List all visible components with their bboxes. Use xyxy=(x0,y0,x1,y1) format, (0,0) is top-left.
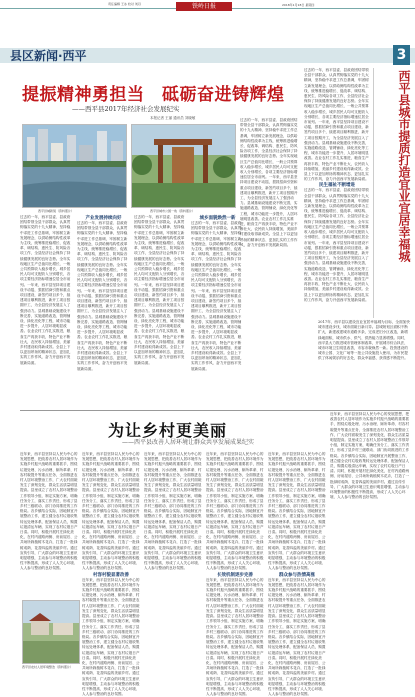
page-number-tab: 3 xyxy=(393,45,410,65)
story2-subhead-2: 长效机制逐步完善 xyxy=(217,572,253,578)
story2-col-4-text-b: 近年来，西平县坚持以人民为中心的发展思想，把改善农村人居环境作为实施乡村振兴战略的重要抓手，围绕垃圾处理、污水治理、厕所革命、村容村貌提升等重点任务，全面推进农村人居环境整治工作，广大农村面貌发生了深刻变化，群众生活质量明显提高。县里成立了农村人居环境整治工作领导小组，制定实施方案，明确任务分工，落实工作责任，形成了县乡村三级联动、部门协同推进的工作格局。各乡镇结合实际，因地制宜开展整治工作，建立健全农村垃圾收集转运处理体系，配备保洁人员，购置垃圾清运车辆，实现了农村垃圾日产日清。同时，积极开展村庄绿化美化，在村内道路两侧、房前屋后、公共场所栽植树木花卉，打造了一批绿树成荫、花香四溢的美丽乡村。通过宣传引导，广大群众的环境卫生意识明显增强，主动参与环境整治的积极性不断提高，形成了人人关心环境、人人参与整治的良好氛围。 xyxy=(206,577,264,697)
photo-city-park xyxy=(131,124,236,208)
story1-col-3 xyxy=(134,215,187,405)
story2-col-4-text: 近年来，西平县坚持以人民为中心的发展思想，把改善农村人居环境作为实施乡村振兴战略的重要抓手，围绕垃圾处理、污水治理、厕所革命、村容村貌提升等重点任务，全面推进农村人居环境整治工作，广大农村面貌发生了深刻变化，群众生活质量明显提高。县里成立了农村人居环境整治工作领导小组，制定实施方案，明确任务分工，落实工作责任，形成了县乡村三级联动、部门协同推进的工作格局。各乡镇结合实际，因地制宜开展整治工作，建立健全农村垃圾收集转运处理体系，配备保洁人员，购置垃圾清运车辆，实现了农村垃圾日产日清。同时，积极开展村庄绿化美化，在村内道路两侧、房前屋后、公共场所栽植树木花卉，打造了一批绿树成荫、花香四溢的美丽乡村。通过宣传引导，广大群众的环境卫生意识明显增强，主动参与环境整治的积极性不断提高，形成了人人关心环境、人人参与整治的良好氛围。 xyxy=(206,452,264,571)
story1-col-4-text: 过去的一年，西平县委、县政府团结带领全县干部群众，认真贯彻落实党的十九大精神，坚持稳中求进工作总基调，牢固树立新发展理念，以供给侧结构性改革为主线，统筹推进稳增长、促改革、调结构、惠民生、防风险各项工作，全县经济社会保持了持续健康发展的良好态势。全年实现地区生产总值同比增长，一般公共预算收入稳步增长，城乡居民人均可支配收入分别增长，各项主要经济指标增速位居全市前列。一年来，西平县坚持项目建设不动摇，狠抓招商引资和重点项目建设，新签约项目多个，续建项目顺利推进，新开工项目按期开工，为全县经济发展注入了强劲动力。县城基础设施建设不断完善，实施道路改造、管网铺设、绿化亮化等工程，城市功能进一步提升，人居环境明显改善。农业农村工作扎实推进，粮食生产再获丰收，特色产业不断壮大，农民收入持续增加，美丽乡村建设取得新成效。全县上下以更加昂扬的精神状态、更加扎实的工作作风，奋力开创西平发展新局面。 xyxy=(191,221,242,371)
left-meta: 责任编辑 王冰 校对 刘丹 xyxy=(108,2,141,6)
edition-info: 2018年1月18日 星期四 xyxy=(282,3,315,7)
sidebar-body: 2017年，西平县以建设宜业宜居幸福城为目标，全面加快城市建设步伐，城市面貌日新月异。县城规划区面积不断扩大，新建改建城市道路多条，完成老旧小区改造，新增绿地面积，城市供水、供气、供热能力显著增强。同时，西平县大力推进城市管理体制改革，开展城市综合执法，城市环境卫生明显改善，市容市貌焕然一新。投资建设的城市公园、文化广场等一批公共设施投入使用，为市民提供了休闲娱乐的好去处，群众幸福感、获得感不断提升。 xyxy=(318,320,410,361)
story2-subtitle: ——西平县改善人居环境让群众共享发展成果纪实 xyxy=(122,439,255,446)
story2-col-5-text: 近年来，西平县坚持以人民为中心的发展思想，把改善农村人居环境作为实施乡村振兴战略的重要抓手，围绕垃圾处理、污水治理、厕所革命、村容村貌提升等重点任务，全面推进农村人居环境整治工作，广大农村面貌发生了深刻变化，群众生活质量明显提高。县里成立了农村人居环境整治工作领导小组，制定实施方案，明确任务分工，落实工作责任，形成了县乡村三级联动、部门协同推进的工作格局。各乡镇结合实际，因地制宜开展整治工作，建立健全农村垃圾收集转运处理体系，配备保洁人员，购置垃圾清运车辆，实现了农村垃圾日产日清。同时，积极开展村庄绿化美化，在村内道路两侧、房前屋后、公共场所栽植树木花卉，打造了一批绿树成荫、花香四溢的美丽乡村。通过宣传引导，广大群众的环境卫生意识明显增强，主动参与环境整治的积极性不断提高，形成了人人关心环境、人人参与整治的良好氛围。 xyxy=(268,452,326,571)
photo-city-skyline xyxy=(22,124,127,208)
section-title: 县区新闻·西平 xyxy=(10,49,87,63)
photo2-caption: 西平县城市公园一角（资料照片） xyxy=(150,209,196,213)
story2-col-3: 近年来，西平县坚持以人民为中心的发展思想，把改善农村人居环境作为实施乡村振兴战略的重要抓手，围绕垃圾处理、污水治理、厕所革命、村容村貌提升等重点任务，全面推进农村人居环境整治工作，广大农村面貌发生了深刻变化，群众生活质量明显提高。县里成立了农村人居环境整治工作领导小组，制定实施方案，明确任务分工，落实工作责任，形成了县乡村三级联动、部门协同推进的工作格局。各乡镇结合实际，因地制宜开展整治工作，建立健全农村垃圾收集转运处理体系，配备保洁人员，购置垃圾清运车辆，实现了农村垃圾日产日清。同时，积极开展村庄绿化美化，在村内道路两侧、房前屋后、公共场所栽植树木花卉，打造了一批绿树成荫、花香四溢的美丽乡村。通过宣传引导，广大群众的环境卫生意识明显增强，主动参与环境整治的积极性不断提高，形成了人人关心环境、人人参与整治的良好氛围。 xyxy=(144,452,202,571)
story1-col-6-text-b: 过去的一年，西平县委、县政府团结带领全县干部群众，认真贯彻落实党的十九大精神，坚持稳中求进工作总基调，牢固树立新发展理念，以供给侧结构性改革为主线，统筹推进稳增长、促改革、调结构、惠民生、防风险各项工作，全县经济社会保持了持续健康发展的良好态势。全年实现地区生产总值同比增长，一般公共预算收入稳步增长，城乡居民人均可支配收入分别增长，各项主要经济指标增速位居全市前列。一年来，西平县坚持项目建设不动摇，狠抓招商引资和重点项目建设，新签约项目多个，续建项目顺利推进，新开工项目按期开工，为全县经济发展注入了强劲动力。县城基础设施建设不断完善，实施道路改造、管网铺设、绿化亮化等工程，城市功能进一步提升，人居环境明显改善。农业农村工作扎实推进，粮食生产再获丰收，特色产业不断壮大，农民收入持续增加，美丽乡村建设取得新成效。全县上下以更加昂扬的精神状态、更加扎实的工作作风，奋力开创西平发展新局面。 xyxy=(304,188,369,302)
photo-village xyxy=(22,600,80,664)
story2-col-2-text-b: 近年来，西平县坚持以人民为中心的发展思想，把改善农村人居环境作为实施乡村振兴战略的重要抓手，围绕垃圾处理、污水治理、厕所革命、村容村貌提升等重点任务，全面推进农村人居环境整治工作，广大农村面貌发生了深刻变化，群众生活质量明显提高。县里成立了农村人居环境整治工作领导小组，制定实施方案，明确任务分工，落实工作责任，形成了县乡村三级联动、部门协同推进的工作格局。各乡镇结合实际，因地制宜开展整治工作，建立健全农村垃圾收集转运处理体系，配备保洁人员，购置垃圾清运车辆，实现了农村垃圾日产日清。同时，积极开展村庄绿化美化，在村内道路两侧、房前屋后、公共场所栽植树木花卉，打造了一批绿树成荫、花香四溢的美丽乡村。通过宣传引导，广大群众的环境卫生意识明显增强，主动参与环境整治的积极性不断提高，形成了人人关心环境、人人参与整治的良好氛围。 xyxy=(82,577,140,697)
story2-headline: 为让乡村更美丽 xyxy=(108,421,228,440)
story1-subhead-3: 民生福祉不断增进 xyxy=(319,183,355,189)
story2-col-6: 近年来，西平县坚持以人民为中心的发展思想，把改善农村人居环境作为实施乡村振兴战略的重要抓手，围绕垃圾处理、污水治理、厕所革命、村容村貌提升等重点任务，全面推进农村人居环境整治工作，广大农村面貌发生了深刻变化，群众生活质量明显提高。县里成立了农村人居环境整治工作领导小组，制定实施方案，明确任务分工，落实工作责任，形成了县乡村三级联动、部门协同推进的工作格局。各乡镇结合实际，因地制宜开展整治工作，建立健全农村垃圾收集转运处理体系，配备保洁人员，购置垃圾清运车辆，实现了农村垃圾日产日清。同时，积极开展村庄绿化美化，在村内道路两侧、房前屋后、公共场所栽植树木花卉，打造了一批绿树成荫、花香四溢的美丽乡村。通过宣传引导，广大群众的环境卫生意识明显增强，主动参与环境整治的积极性不断提高，形成了人人关心环境、人人参与整治的良好氛围。 xyxy=(330,412,410,500)
story2-col-5 xyxy=(268,452,326,697)
masthead-logo: 铁岭日报 xyxy=(176,2,232,11)
story2-col-5-text-b: 近年来，西平县坚持以人民为中心的发展思想，把改善农村人居环境作为实施乡村振兴战略的重要抓手，围绕垃圾处理、污水治理、厕所革命、村容村貌提升等重点任务，全面推进农村人居环境整治工作，广大农村面貌发生了深刻变化，群众生活质量明显提高。县里成立了农村人居环境整治工作领导小组，制定实施方案，明确任务分工，落实工作责任，形成了县乡村三级联动、部门协同推进的工作格局。各乡镇结合实际，因地制宜开展整治工作，建立健全农村垃圾收集转运处理体系，配备保洁人员，购置垃圾清运车辆，实现了农村垃圾日产日清。同时，积极开展村庄绿化美化，在村内道路两侧、房前屋后、公共场所栽植树木花卉，打造了一批绿树成荫、花香四溢的美丽乡村。通过宣传引导，广大群众的环境卫生意识明显增强，主动参与环境整治的积极性不断提高，形成了人人关心环境、人人参与整治的良好氛围。 xyxy=(268,577,326,697)
photo1-caption: 西平县城新貌（资料照片） xyxy=(38,209,75,213)
story2-photo-caption: 西平县农村人居环境整治（资料照片） xyxy=(22,665,74,669)
story1-col-6-text: 过去的一年，西平县委、县政府团结带领全县干部群众，认真贯彻落实党的十九大精神，坚持稳中求进工作总基调，牢固树立新发展理念，以供给侧结构性改革为主线，统筹推进稳增长、促改革、调结构、惠民生、防风险各项工作，全县经济社会保持了持续健康发展的良好态势。全年实现地区生产总值同比增长，一般公共预算收入稳步增长，城乡居民人均可支配收入分别增长，各项主要经济指标增速位居全市前列。一年来，西平县坚持项目建设不动摇，狠抓招商引资和重点项目建设，新签约项目多个，续建项目顺利推进，新开工项目按期开工，为全县经济发展注入了强劲动力。县城基础设施建设不断完善，实施道路改造、管网铺设、绿化亮化等工程，城市功能进一步提升，人居环境明显改善。农业农村工作扎实推进，粮食生产再获丰收，特色产业不断壮大，农民收入持续增加，美丽乡村建设取得新成效。全县上下以更加昂扬的精神状态、更加扎实的工作作风，奋力开创西平发展新局面。 xyxy=(304,68,369,182)
story1-col-4 xyxy=(191,215,244,405)
story2-col-2-text: 近年来，西平县坚持以人民为中心的发展思想，把改善农村人居环境作为实施乡村振兴战略的重要抓手，围绕垃圾处理、污水治理、厕所革命、村容村貌提升等重点任务，全面推进农村人居环境整治工作，广大农村面貌发生了深刻变化，群众生活质量明显提高。县里成立了农村人居环境整治工作领导小组，制定实施方案，明确任务分工，落实工作责任，形成了县乡村三级联动、部门协同推进的工作格局。各乡镇结合实际，因地制宜开展整治工作，建立健全农村垃圾收集转运处理体系，配备保洁人员，购置垃圾清运车辆，实现了农村垃圾日产日清。同时，积极开展村庄绿化美化，在村内道路两侧、房前屋后、公共场所栽植树木花卉，打造了一批绿树成荫、花香四溢的美丽乡村。通过宣传引导，广大群众的环境卫生意识明显增强，主动参与环境整治的积极性不断提高，形成了人人关心环境、人人参与整治的良好氛围。 xyxy=(82,452,140,571)
sidebar-vertical-title: 西平县城市提质打造宜业宜居幸福城 xyxy=(397,70,411,262)
story1-subtitle: ——西平县2017年经济社会发展纪实 xyxy=(72,105,180,113)
story2-subhead-1: 村容村貌显著改善 xyxy=(93,572,129,578)
sidebar-divider xyxy=(373,68,374,318)
story1-byline: 本报记者 王丽 通讯员 刘晓敏 xyxy=(150,116,196,120)
story1-headline: 提振精神勇担当 砥砺奋进铸辉煌 xyxy=(22,85,285,105)
story1-col-5: 过去的一年，西平县委、县政府团结带领全县干部群众，认真贯彻落实党的十九大精神，坚持稳中求进工作总基调，牢固树立新发展理念，以供给侧结构性改革为主线，统筹推进稳增长、促改革、调结构、惠民生、防风险各项工作，全县经济社会保持了持续健康发展的良好态势。全年实现地区生产总值同比增长，一般公共预算收入稳步增长，城乡居民人均可支配收入分别增长，各项主要经济指标增速位居全市前列。一年来，西平县坚持项目建设不动摇，狠抓招商引资和重点项目建设，新签约项目多个，续建项目顺利推进，新开工项目按期开工，为全县经济发展注入了强劲动力。县城基础设施建设不断完善，实施道路改造、管网铺设、绿化亮化等工程，城市功能进一步提升，人居环境明显改善。农业农村工作扎实推进，粮食生产再获丰收，特色产业不断壮大，农民收入持续增加，美丽乡村建设取得新成效。全县上下以更加昂扬的精神状态、更加扎实的工作作风，奋力开创西平发展新局面。 xyxy=(240,118,298,247)
story1-col-2 xyxy=(77,215,130,405)
story1-subhead-2: 城乡面貌焕然一新 xyxy=(199,216,236,221)
story1-subhead-1: 产业发展持续向好 xyxy=(85,216,122,221)
story2-col-2 xyxy=(82,452,140,697)
story1-col-1: 过去的一年，西平县委、县政府团结带领全县干部群众，认真贯彻落实党的十九大精神，坚持稳中求进工作总基调，牢固树立新发展理念，以供给侧结构性改革为主线，统筹推进稳增长、促改革、调结构、惠民生、防风险各项工作，全县经济社会保持了持续健康发展的良好态势。全年实现地区生产总值同比增长，一般公共预算收入稳步增长，城乡居民人均可支配收入分别增长，各项主要经济指标增速位居全市前列。一年来，西平县坚持项目建设不动摇，狠抓招商引资和重点项目建设，新签约项目多个，续建项目顺利推进，新开工项目按期开工，为全县经济发展注入了强劲动力。县城基础设施建设不断完善，实施道路改造、管网铺设、绿化亮化等工程，城市功能进一步提升，人居环境明显改善。农业农村工作扎实推进，粮食生产再获丰收，特色产业不断壮大，农民收入持续增加，美丽乡村建设取得新成效。全县上下以更加昂扬的精神状态、更加扎实的工作作风，奋力开创西平发展新局面。 xyxy=(20,215,71,365)
story2-col-1: 近年来，西平县坚持以人民为中心的发展思想，把改善农村人居环境作为实施乡村振兴战略的重要抓手，围绕垃圾处理、污水治理、厕所革命、村容村貌提升等重点任务，全面推进农村人居环境整治工作，广大农村面貌发生了深刻变化，群众生活质量明显提高。县里成立了农村人居环境整治工作领导小组，制定实施方案，明确任务分工，落实工作责任，形成了县乡村三级联动、部门协同推进的工作格局。各乡镇结合实际，因地制宜开展整治工作，建立健全农村垃圾收集转运处理体系，配备保洁人员，购置垃圾清运车辆，实现了农村垃圾日产日清。同时，积极开展村庄绿化美化，在村内道路两侧、房前屋后、公共场所栽植树木花卉，打造了一批绿树成荫、花香四溢的美丽乡村。通过宣传引导，广大群众的环境卫生意识明显增强，主动参与环境整治的积极性不断提高，形成了人人关心环境、人人参与整治的良好氛围。 xyxy=(20,452,78,571)
story1-col-2-text: 过去的一年，西平县委、县政府团结带领全县干部群众，认真贯彻落实党的十九大精神，坚持稳中求进工作总基调，牢固树立新发展理念，以供给侧结构性改革为主线，统筹推进稳增长、促改革、调结构、惠民生、防风险各项工作，全县经济社会保持了持续健康发展的良好态势。全年实现地区生产总值同比增长，一般公共预算收入稳步增长，城乡居民人均可支配收入分别增长，各项主要经济指标增速位居全市前列。一年来，西平县坚持项目建设不动摇，狠抓招商引资和重点项目建设，新签约项目多个，续建项目顺利推进，新开工项目按期开工，为全县经济发展注入了强劲动力。县城基础设施建设不断完善，实施道路改造、管网铺设、绿化亮化等工程，城市功能进一步提升，人居环境明显改善。农业农村工作扎实推进，粮食生产再获丰收，特色产业不断壮大，农民收入持续增加，美丽乡村建设取得新成效。全县上下以更加昂扬的精神状态、更加扎实的工作作风，奋力开创西平发展新局面。 xyxy=(77,221,128,371)
story2-col-4 xyxy=(206,452,264,697)
story-divider xyxy=(20,410,410,411)
story1-col-3-text: 过去的一年，西平县委、县政府团结带领全县干部群众，认真贯彻落实党的十九大精神，坚持稳中求进工作总基调，牢固树立新发展理念，以供给侧结构性改革为主线，统筹推进稳增长、促改革、调结构、惠民生、防风险各项工作，全县经济社会保持了持续健康发展的良好态势。全年实现地区生产总值同比增长，一般公共预算收入稳步增长，城乡居民人均可支配收入分别增长，各项主要经济指标增速位居全市前列。一年来，西平县坚持项目建设不动摇，狠抓招商引资和重点项目建设，新签约项目多个，续建项目顺利推进，新开工项目按期开工，为全县经济发展注入了强劲动力。县城基础设施建设不断完善，实施道路改造、管网铺设、绿化亮化等工程，城市功能进一步提升，人居环境明显改善。农业农村工作扎实推进，粮食生产再获丰收，特色产业不断壮大，农民收入持续增加，美丽乡村建设取得新成效。全县上下以更加昂扬的精神状态、更加扎实的工作作风，奋力开创西平发展新局面。 xyxy=(134,215,185,365)
story2-subhead-3: 群众参与热情高涨 xyxy=(279,572,315,578)
